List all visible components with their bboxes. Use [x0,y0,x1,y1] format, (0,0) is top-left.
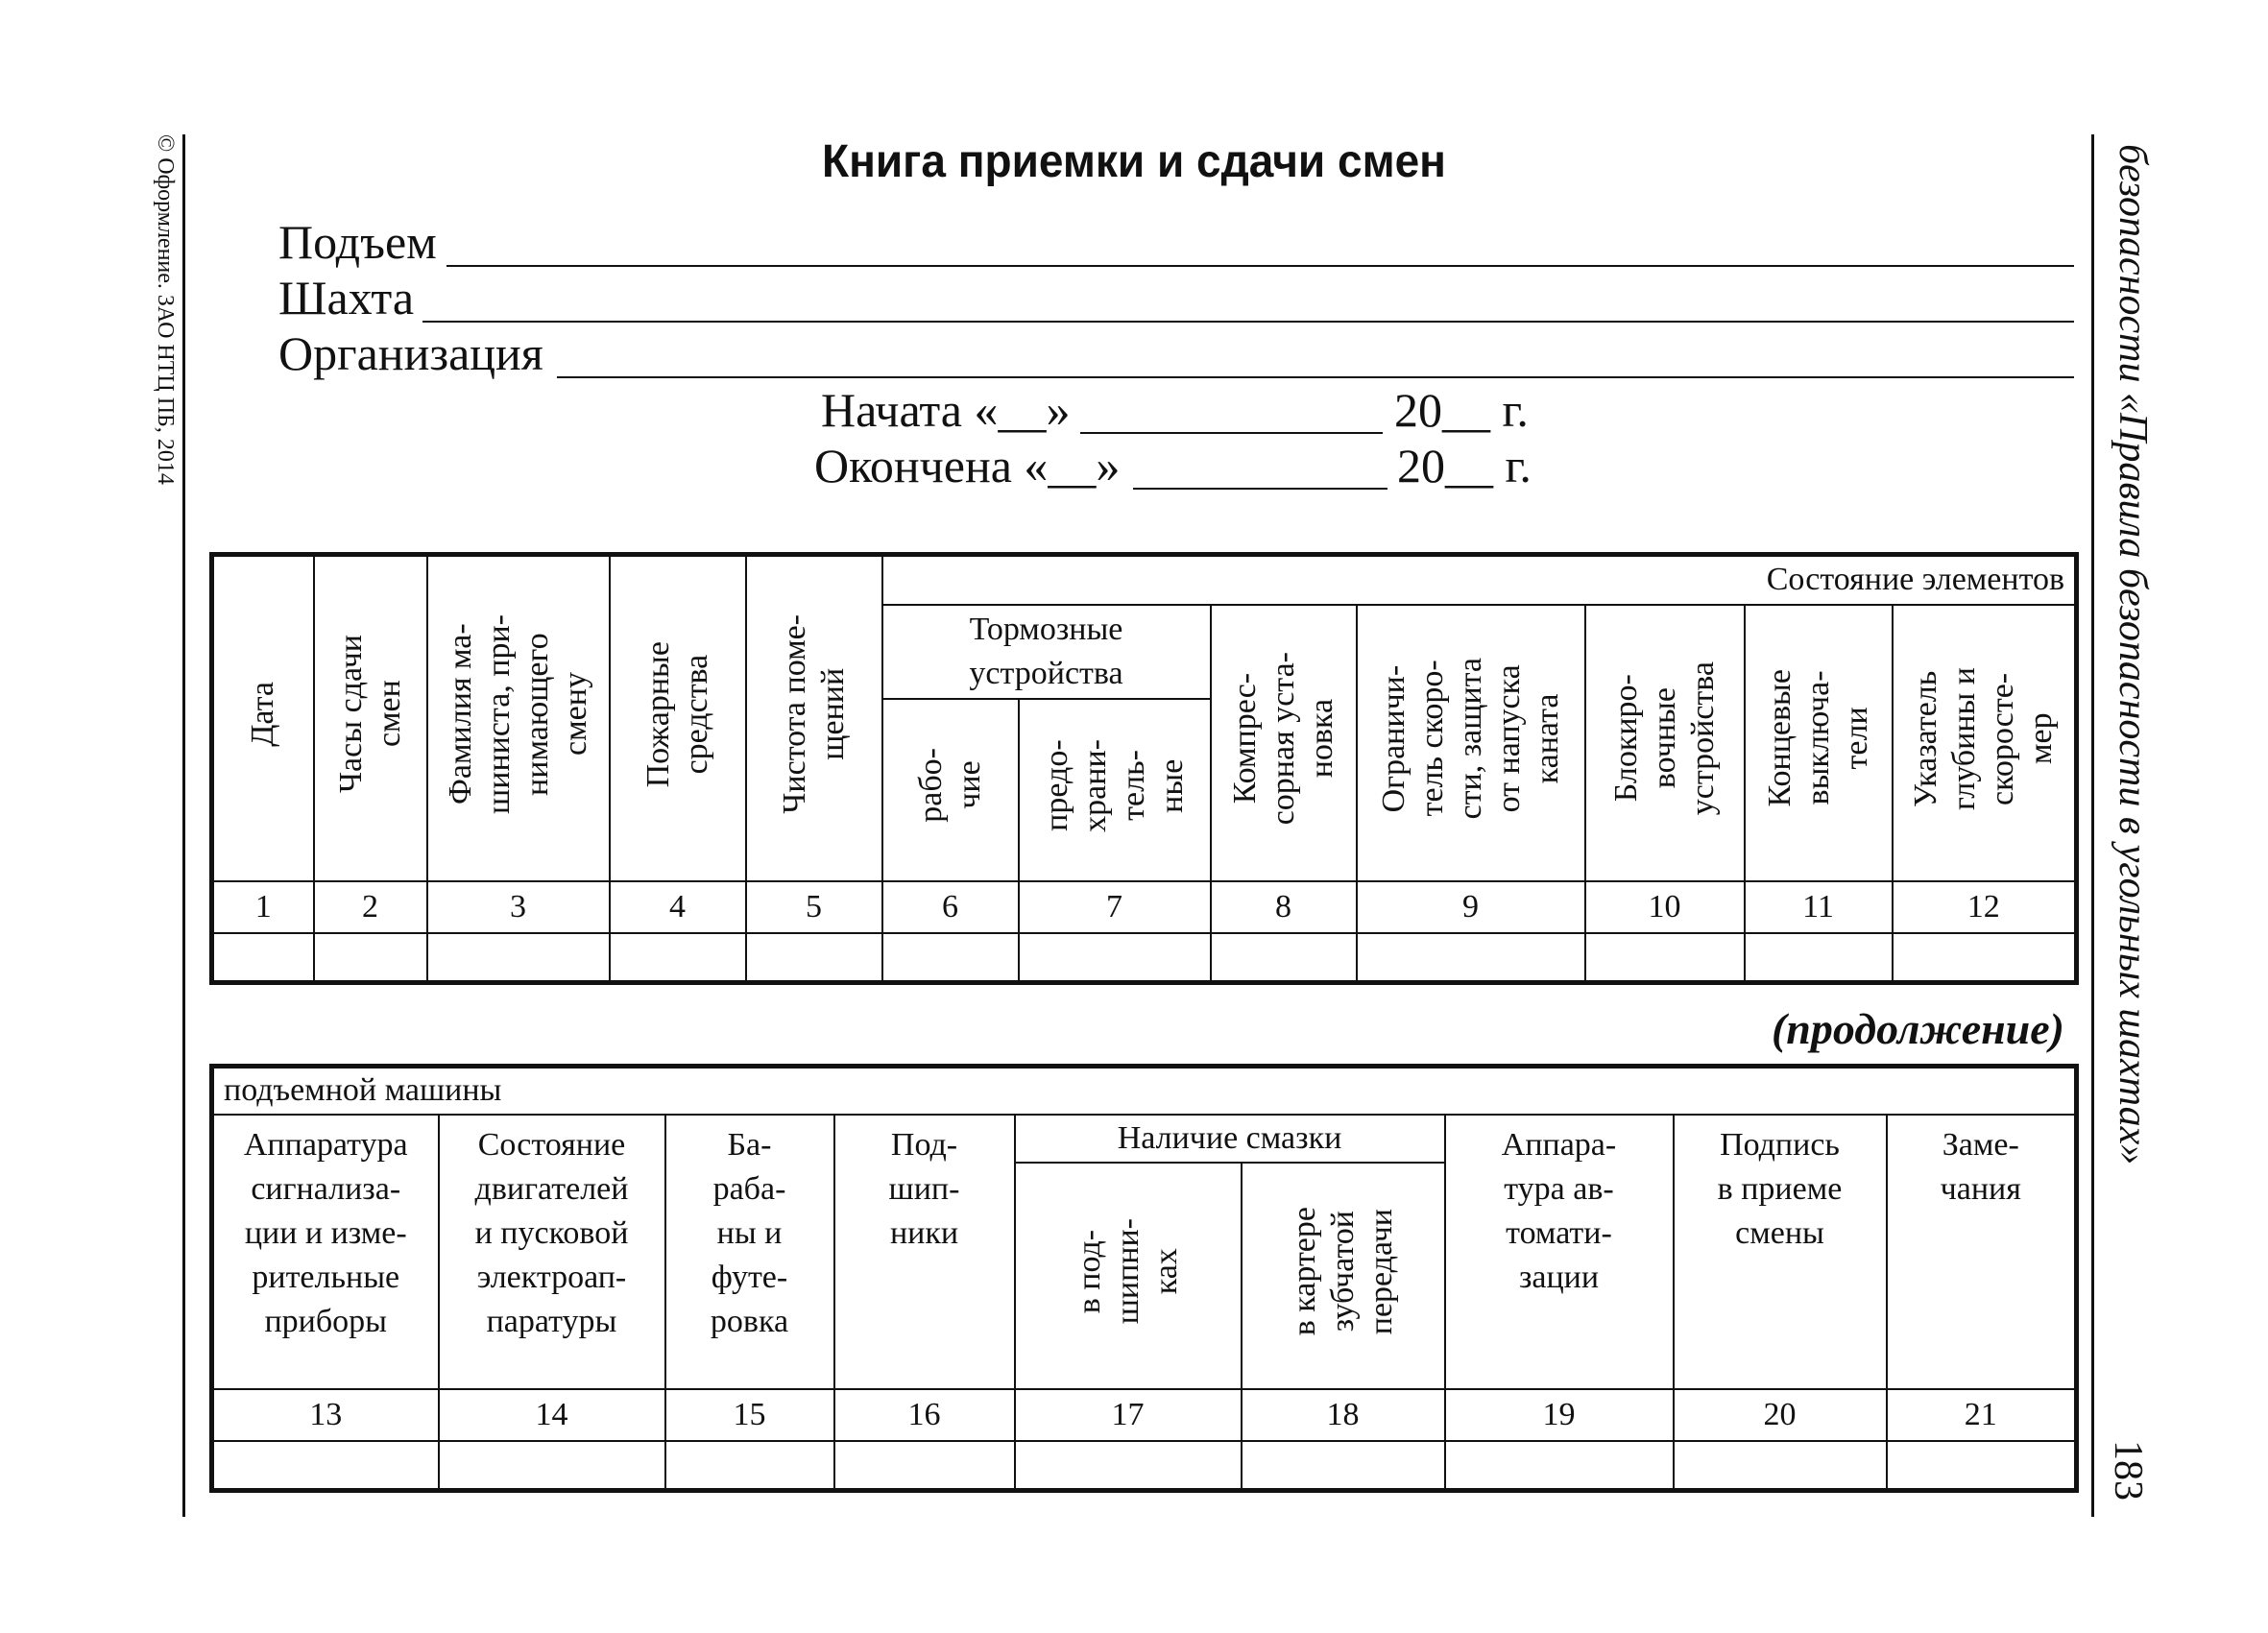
continuation-label: (продолжение) [1771,1004,2064,1053]
data-cell[interactable] [439,1441,665,1491]
data-cell[interactable] [882,933,1019,983]
col-number: 8 [1211,881,1357,933]
col-number: 7 [1019,881,1211,933]
col-header-4: Пожарные средства [610,555,746,881]
col-number: 3 [427,881,610,933]
col-number: 12 [1893,881,2077,933]
col-number: 16 [834,1389,1015,1441]
col-header-13: Аппаратура сигнализа- ции и изме- рительные приборы [212,1115,439,1389]
col-number: 10 [1585,881,1745,933]
col-header-16: Под- шип- ники [834,1115,1015,1389]
data-cell[interactable] [1445,1441,1674,1491]
data-cell[interactable] [746,933,882,983]
field-mine-line[interactable] [422,321,2074,323]
data-cell[interactable] [212,1441,439,1491]
col-header-2: Часы сдачи смен [314,555,427,881]
page-number: 183 [2106,1440,2150,1501]
group-header-brakes: Тормозные устройства [882,605,1211,699]
running-title: безопасности «Правила безопасности в угольных шахтах» [2111,144,2155,1165]
col-header-21: Заме- чания [1887,1115,2077,1389]
col-header-20: Подпись в приеме смены [1674,1115,1887,1389]
col-number: 13 [212,1389,439,1441]
col-number: 1 [212,881,314,933]
data-cell[interactable] [665,1441,834,1491]
col-number: 20 [1674,1389,1887,1441]
col-number: 14 [439,1389,665,1441]
data-cell[interactable] [427,933,610,983]
col-header-18: в картере зубчатой передачи [1242,1163,1445,1389]
col-header-10: Блокиро- вочные устройства [1585,605,1745,881]
data-cell[interactable] [1015,1441,1242,1491]
col-header-15: Ба- раба- ны и футе- ровка [665,1115,834,1389]
col-number: 18 [1242,1389,1445,1441]
started-year: 20__ г. [1394,383,1529,437]
col-number: 17 [1015,1389,1242,1441]
copyright-note: © Оформление. ЗАО НТЦ ПБ, 2014 [153,134,178,485]
col-number: 4 [610,881,746,933]
col-header-5: Чистота поме- щений [746,555,882,881]
finished-year: 20__ г. [1397,439,1532,492]
field-mine-label: Шахта [278,271,415,324]
col-number: 15 [665,1389,834,1441]
col-number: 19 [1445,1389,1674,1441]
col-header-6: рабо- чие [882,699,1019,881]
col-header-8: Компрес- сорная уста- новка [1211,605,1357,881]
col-header-17: в под- шипни- ках [1015,1163,1242,1389]
document-title: Книга приемки и сдачи смен [822,133,1446,187]
col-number: 6 [882,881,1019,933]
col-number: 2 [314,881,427,933]
group-header-elements-state: Состояние элементов [882,555,2077,605]
field-lift-label: Подъем [278,215,437,269]
started-prefix: Начата «__» [821,383,1071,437]
col-header-7: предо- храни- тель- ные [1019,699,1211,881]
data-cell[interactable] [1242,1441,1445,1491]
data-cell[interactable] [1211,933,1357,983]
col-number: 21 [1887,1389,2077,1441]
data-cell[interactable] [610,933,746,983]
group-header-lifting-machine: подъемной машины [212,1067,2077,1115]
data-cell[interactable] [1887,1441,2077,1491]
col-header-12: Указатель глубины и скоросте- мер [1893,605,2077,881]
left-margin-rule [182,134,185,1517]
data-cell[interactable] [1745,933,1893,983]
data-cell[interactable] [1585,933,1745,983]
finished-month-line[interactable] [1133,488,1387,490]
data-cell[interactable] [1357,933,1585,983]
started-month-line[interactable] [1080,432,1383,434]
col-header-3: Фамилия ма- шиниста, при- нимающего смену [427,555,610,881]
col-header-14: Состояние двигателей и пусковой электроап- паратуры [439,1115,665,1389]
group-header-lubrication: Наличие смазки [1015,1115,1445,1163]
col-number: 11 [1745,881,1893,933]
table-shift-log-part1 [209,552,2079,985]
col-header-19: Аппара- тура ав- томати- зации [1445,1115,1674,1389]
finished-date [814,438,1120,493]
field-organization-label: Организация [278,326,543,380]
col-number: 5 [746,881,882,933]
col-header-1: Дата [212,555,314,881]
data-cell[interactable] [212,933,314,983]
table-shift-log-part2 [209,1064,2079,1493]
field-lift-line[interactable] [446,265,2074,267]
col-header-11: Концевые выключа- тели [1745,605,1893,881]
started-date [821,382,1071,438]
col-number: 9 [1357,881,1585,933]
field-organization-line[interactable] [557,376,2074,378]
col-header-9: Ограничи- тель скоро- сти, защита от напуска каната [1357,605,1585,881]
right-margin-rule [2091,134,2094,1517]
data-cell[interactable] [1893,933,2077,983]
data-cell[interactable] [1674,1441,1887,1491]
finished-prefix: Окончена «__» [814,439,1121,492]
data-cell[interactable] [314,933,427,983]
data-cell[interactable] [1019,933,1211,983]
data-cell[interactable] [834,1441,1015,1491]
